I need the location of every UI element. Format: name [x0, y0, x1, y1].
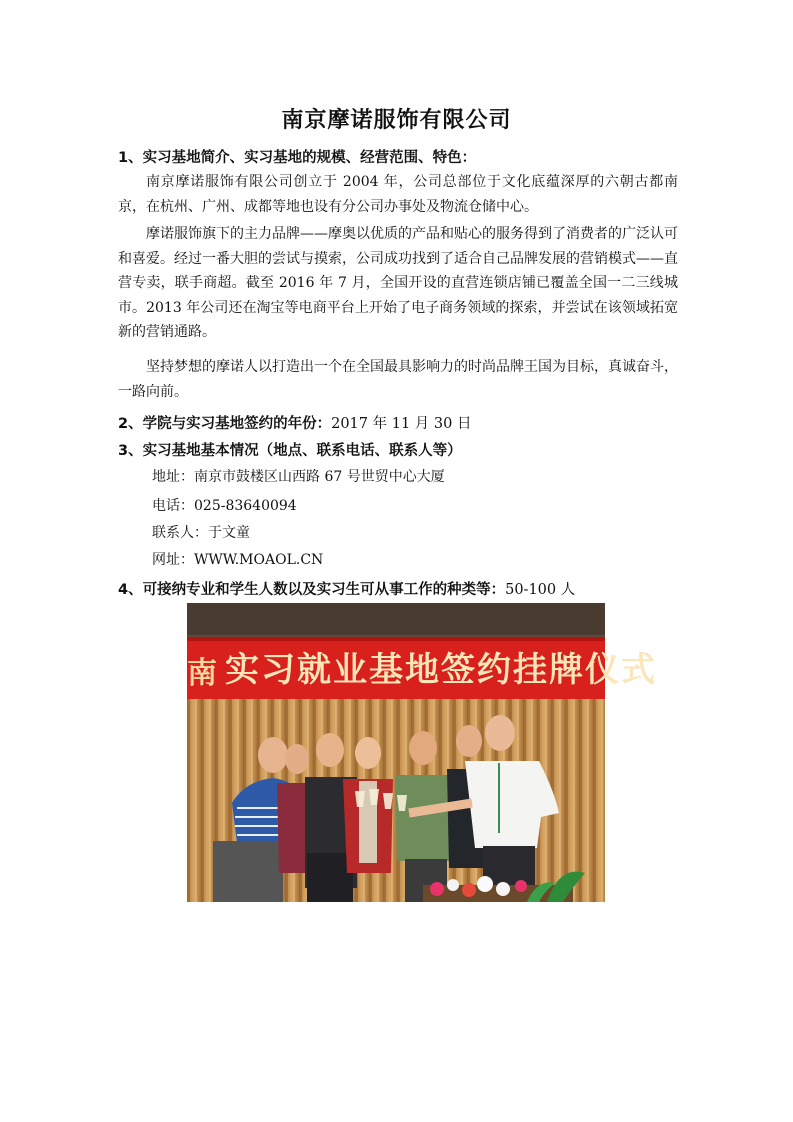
student-capacity: 50-100 人	[505, 582, 576, 598]
signing-ceremony-photo	[187, 603, 657, 902]
banner-text: 实习就业基地签约挂牌仪式	[225, 650, 657, 690]
section-2-heading	[118, 412, 471, 433]
section-4-label: 4、可接纳专业和学生人数以及实习生可从事工作的种类等：	[118, 582, 506, 598]
banner-prefix: 南	[187, 656, 217, 691]
phone-line: 电话：025-83640094	[152, 498, 297, 514]
page-title: 南京摩诺服饰有限公司	[281, 108, 512, 133]
address-line: 地址：南京市鼓楼区山西路 67 号世贸中心大厦	[152, 469, 445, 485]
section-2-label: 2、学院与实习基地签约的年份：	[118, 416, 332, 432]
intro-paragraph-3: 坚持梦想的摩诺人以打造出一个在全国最具影响力的时尚品牌王国为目标，真诚奋斗，一路向前。	[118, 359, 678, 400]
banner	[187, 637, 657, 699]
intro-paragraph-1: 南京摩诺服饰有限公司创立于 2004 年，公司总部位于文化底蕴深厚的六朝古都南京，在杭州、广州、成都等地也设有分公司办事处及物流仓储中心。	[118, 174, 678, 215]
intro-paragraph-2: 摩诺服饰旗下的主力品牌——摩奥以优质的产品和贴心的服务得到了消费者的广泛认可和喜爱。经过一番大胆的尝试与摸索，公司成功找到了适合自己品牌发展的营销模式——直营专卖，联手商超。截至 2016 年 7 月，全国开设的直营连锁店铺已覆盖全国一二三线城市。2013 年公司还在淘宝等电商平台上开始了电子商务领域的探索，并尝试在该领域拓宽新的营销通路。	[118, 226, 678, 340]
contact-line: 联系人：于文童	[152, 525, 250, 541]
section-4-heading	[118, 578, 575, 599]
section-1-heading: 1、实习基地简介、实习基地的规模、经营范围、特色：	[118, 150, 477, 166]
website-line: 网址：WWW.MOAOL.CN	[152, 552, 324, 568]
section-3-heading: 3、实习基地基本情况（地点、联系电话、联系人等）	[118, 443, 462, 459]
signing-date: 2017 年 11 月 30 日	[331, 416, 472, 432]
